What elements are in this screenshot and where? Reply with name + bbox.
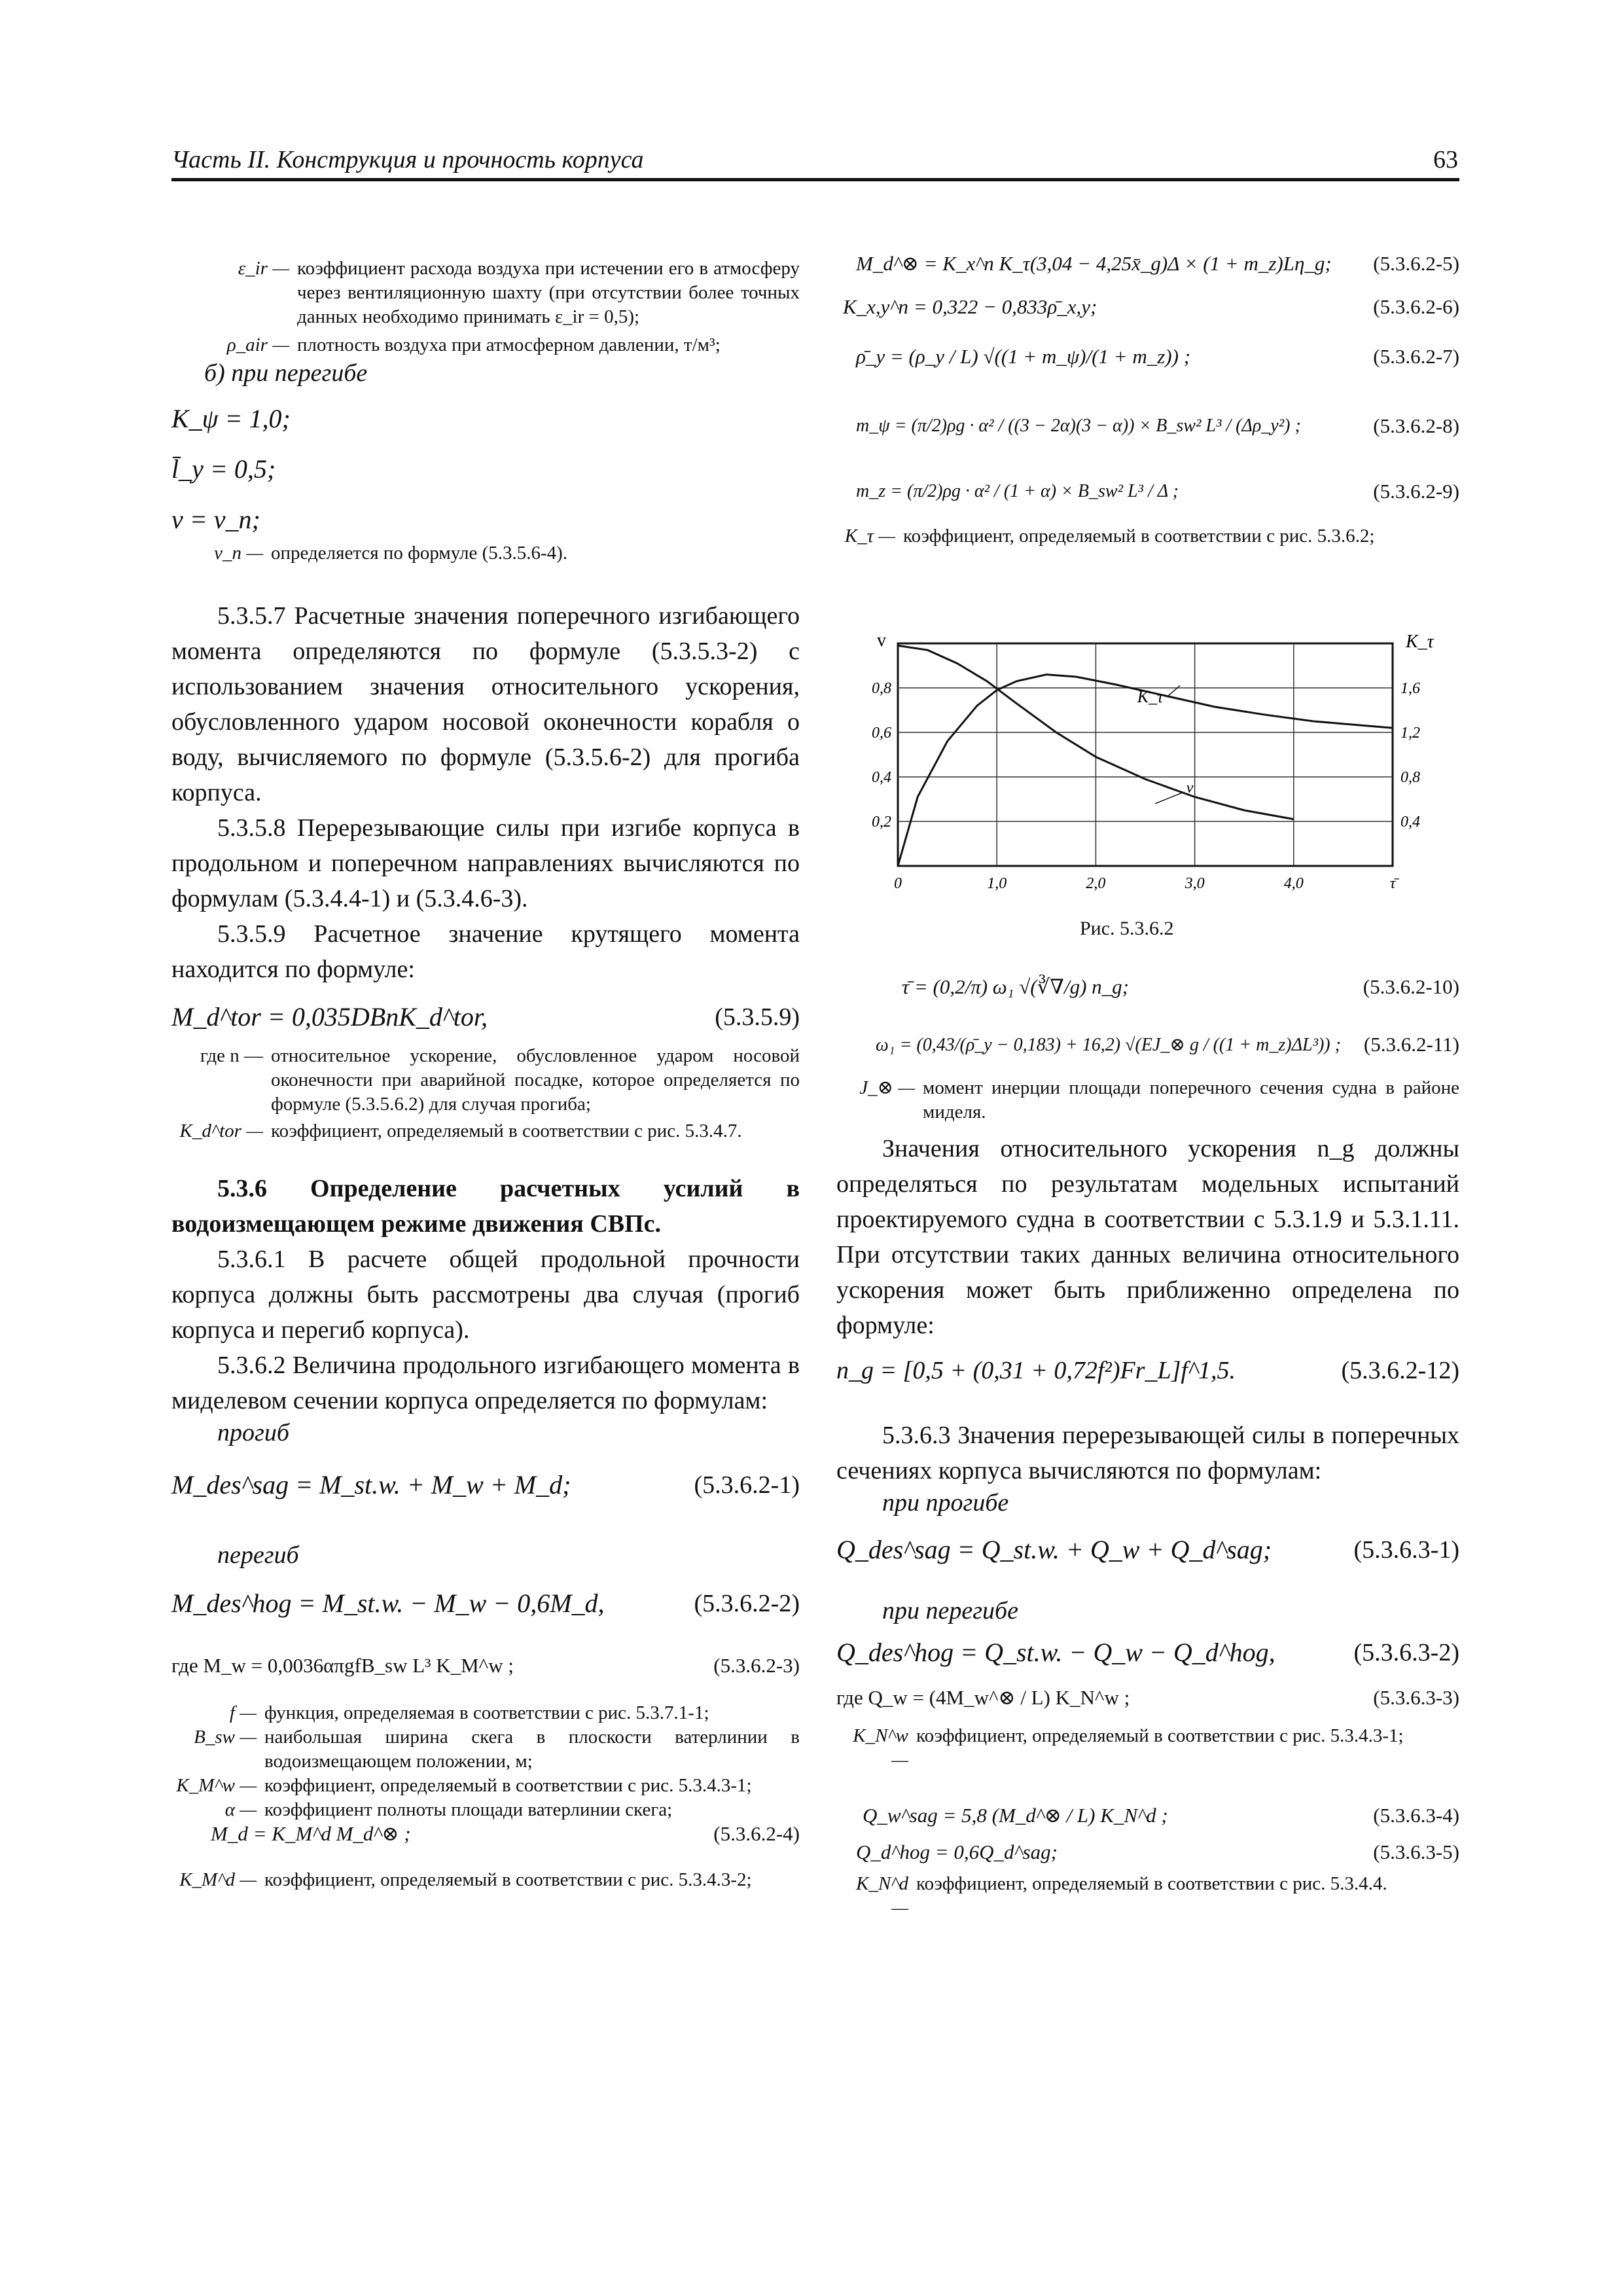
equation-5-3-6-2-6: K_x,y^n = 0,322 − 0,833ρ̄_x,y; (5.3.6.2-6) (843, 295, 1459, 318)
chart-y-right-tick-label: 0,4 (1400, 814, 1420, 831)
def-eps: ε_ir — коэффициент расхода воздуха при истечении его в атмосферу через вентиляционную шахту (при отсутствии более точных данных необходимо принимать ε_ir = 0,5); (238, 258, 800, 327)
header-rule (171, 178, 1459, 181)
chart-frame (898, 643, 1393, 866)
def-kn-d: K_N^d — коэффициент, определяемый в соответствии с рис. 5.3.4.4. (856, 1873, 1387, 1918)
chart-y-left-tick-label: 0,2 (872, 814, 891, 831)
chart-x-tick-label: 0 (894, 875, 902, 892)
para-ng: Значения относительного ускорения n_g должны определяться по результатам модельных испытаний проектируемого судна в соответствии с 5.3.1.9 и 5.3.1.11. При отсутствии таких данных величина относительного ускорения может быть приближенно определена по формуле: (836, 1135, 1459, 1339)
figure-caption: Рис. 5.3.6.2 (1080, 918, 1174, 939)
formula-l-y: l̄_y = 0,5; (171, 454, 276, 484)
def-alpha: α — коэффициент полноты площади ватерлинии скега; (224, 1799, 673, 1820)
label-hog-right: при перегибе (882, 1597, 1019, 1624)
chart-x-tick-label: τ̄ (1389, 875, 1396, 892)
equation-5-3-6-3-3: где Q_w = (4M_w^⊗ / L) K_N^w ; (5.3.6.3-3) (836, 1686, 1459, 1709)
equation-5-3-6-3-1: Q_des^sag = Q_st.w. + Q_w + Q_d^sag; (5.3.6.3-1) (836, 1535, 1459, 1564)
chart-x-tick-label: 2,0 (1086, 875, 1106, 892)
left-column (171, 257, 800, 1892)
def-vn: v_n — определяется по формуле (5.3.5.6-4). (214, 543, 568, 564)
label-sag-right: при прогибе (882, 1489, 1009, 1516)
para-5-3-6-1: 5.3.6.1 В расчете общей продольной прочности корпуса должны быть рассмотрены два случая (прогиб корпуса и перегиб корпуса). (171, 1246, 800, 1344)
equation-5-3-5-9: M_d^tor = 0,035DBnK_d^tor, (5.3.5.9) (171, 1002, 800, 1031)
formula-k-psi: K_ψ = 1,0; (171, 404, 291, 433)
chart-annotation-leader (1167, 686, 1180, 697)
para-5-3-5-7: 5.3.5.7 Расчетные значения поперечного изгибающего момента определяются по формуле (5.3.5.3-2) с использованием значения относительного ускорения, обусловленного ударом носовой оконечности корабля о воду, вычисляемого по формуле (5.3.5.6-2) для прогиба корпуса. (171, 602, 800, 806)
chart-x-tick-label: 1,0 (987, 875, 1007, 892)
equation-5-3-6-3-5: Q_d^hog = 0,6Q_d^sag; (5.3.6.3-5) (856, 1840, 1459, 1863)
equation-5-3-6-2-4: M_d = K_M^d M_d^⊗ ; (5.3.6.2-4) (211, 1822, 800, 1845)
equation-5-3-6-2-3: где M_w = 0,0036απgfB_sw L³ K_M^w ; (5.3.6.2-3) (171, 1654, 800, 1677)
running-header-title: Часть II. Конструкция и прочность корпуса (171, 146, 644, 173)
equation-5-3-6-2-12: n_g = [0,5 + (0,31 + 0,72f²)Fr_L]f^1,5. (5.3.6.2-12) (836, 1357, 1459, 1384)
equation-5-3-6-2-5: M_d^⊗ = K_x^n K_τ(3,04 − 4,25x̄_g)Δ × (1 + m_z)Lη_g; (5.3.6.2-5) (856, 252, 1459, 275)
def-kd-tor: K_d^tor — коэффициент, определяемый в соответствии с рис. 5.3.4.7. (179, 1121, 742, 1141)
chart-labels (872, 632, 1435, 892)
chart-y-left-tick-label: 0,6 (872, 725, 891, 742)
para-5-3-5-9: 5.3.5.9 Расчетное значение крутящего момента находится по формуле: (171, 920, 800, 983)
chart-y-left-tick-label: 0,4 (872, 769, 891, 786)
chart-y-right-tick-label: 1,2 (1400, 725, 1420, 742)
para-5-3-6-2: 5.3.6.2 Величина продольного изгибающего момента в миделевом сечении корпуса определяется по формулам: (171, 1352, 800, 1414)
equation-5-3-6-2-7: ρ̄_y = (ρ_y / L) √((1 + m_ψ)/(1 + m_z)) ; (5.3.6.2-7) (856, 345, 1459, 368)
right-column-lower (836, 975, 1459, 1920)
chart-series-group (898, 645, 1393, 866)
chart-y-right-tick-label: 0,8 (1400, 769, 1420, 786)
label-sag: прогиб (217, 1419, 289, 1446)
equation-5-3-6-2-10: τ̄ = (0,2/π) ω₁ √(∛∇/g) n_g; (5.3.6.2-10) (902, 975, 1459, 998)
chart-y-right-tick-label: 1,6 (1400, 680, 1420, 697)
def-km-w: K_M^w — коэффициент, определяемый в соответствии с рис. 5.3.4.3-1; (176, 1775, 752, 1796)
chart-y-left-axis-label: v (877, 632, 886, 651)
equation-5-3-6-2-2: M_des^hog = M_st.w. − M_w − 0,6M_d, (5.3.6.2-2) (171, 1588, 800, 1618)
def-j: J_⊗ — момент инерции площади поперечного сечения судна в районе миделя. (859, 1077, 1459, 1122)
equation-5-3-6-2-9: m_z = (π/2)ρg · α² / (1 + α) × B_sw² L³ / Δ ; (5.3.6.2-9) (856, 480, 1459, 503)
chart-x-tick-label: 3,0 (1185, 875, 1205, 892)
def-b-sw: B_sw — наибольшая ширина скега в плоскости ватерлинии в водоизмещающем положении, м; (194, 1727, 800, 1772)
figure-5-3-6-2-chart (844, 632, 1459, 906)
right-column (836, 252, 1459, 548)
para-5-3-5-8: 5.3.5.8 Перерезывающие силы при изгибе корпуса в продольном и поперечном направлениях вычисляются по формулам (5.3.4.4-1) и (5.3.4.6-3). (171, 814, 800, 912)
chart-x-tick-label: 4,0 (1283, 875, 1304, 892)
chart-annotation-k-tau: K_τ (1137, 687, 1164, 707)
def-kn-w: K_N^w — коэффициент, определяемый в соответствии с рис. 5.3.4.3-1; (853, 1725, 1404, 1770)
equation-5-3-6-3-2: Q_des^hog = Q_st.w. − Q_w − Q_d^hog, (5.3.6.3-2) (836, 1638, 1459, 1667)
chart-y-right-axis-label: K_τ (1406, 632, 1434, 652)
equation-5-3-6-3-4: Q_w^sag = 5,8 (M_d^⊗ / L) K_N^d ; (5.3.6.3-4) (863, 1804, 1459, 1827)
label-hog: перегиб (217, 1541, 299, 1569)
page-number: 63 (1433, 146, 1458, 173)
equation-5-3-6-2-8: m_ψ = (π/2)ρg · α² / ((3 − 2α)(3 − α)) × B_sw² L³ / (Δρ_y²) ; (5.3.6.2-8) (856, 414, 1459, 437)
chart-grid (898, 643, 1393, 866)
def-rho-air: ρ_air — плотность воздуха при атмосферном давлении, т/м³; (226, 334, 721, 355)
hog-case-heading: б) при перегибе (204, 359, 368, 387)
formula-v: v = v_n; (171, 505, 260, 534)
def-km-d: K_M^d — коэффициент, определяемый в соответствии с рис. 5.3.4.3-2; (179, 1869, 752, 1890)
chart-annotation-leader (1155, 793, 1183, 804)
section-heading-5-3-6: 5.3.6 Определение расчетных усилий в водоизмещающем режиме движения СВПс. (171, 1175, 800, 1238)
equation-5-3-6-2-1: M_des^sag = M_st.w. + M_w + M_d; (5.3.6.2-1) (171, 1470, 800, 1499)
chart-y-left-tick-label: 0,8 (872, 680, 891, 697)
def-f: f — функция, определяемая в соответствии с рис. 5.3.7.1-1; (229, 1702, 709, 1723)
para-5-3-6-3: 5.3.6.3 Значения перерезывающей силы в поперечных сечениях корпуса вычисляются по формулам: (836, 1422, 1459, 1484)
def-k-tau: K_τ — коэффициент, определяемый в соответствии с рис. 5.3.6.2; (844, 526, 1375, 547)
chart-annotation-v: v (1186, 779, 1194, 797)
equation-5-3-6-2-11: ω₁ = (0,43/(ρ̄_y − 0,183) + 16,2) √(EJ_⊗ g / ((1 + m_z)ΔL³)) ; (5.3.6.2-11) (876, 1033, 1459, 1056)
def-n: где n — относительное ускорение, обусловленное ударом носовой оконечности при аварийной посадке, которое определяется по формуле (5.3.5.6.2) для случая прогиба; (200, 1045, 800, 1115)
